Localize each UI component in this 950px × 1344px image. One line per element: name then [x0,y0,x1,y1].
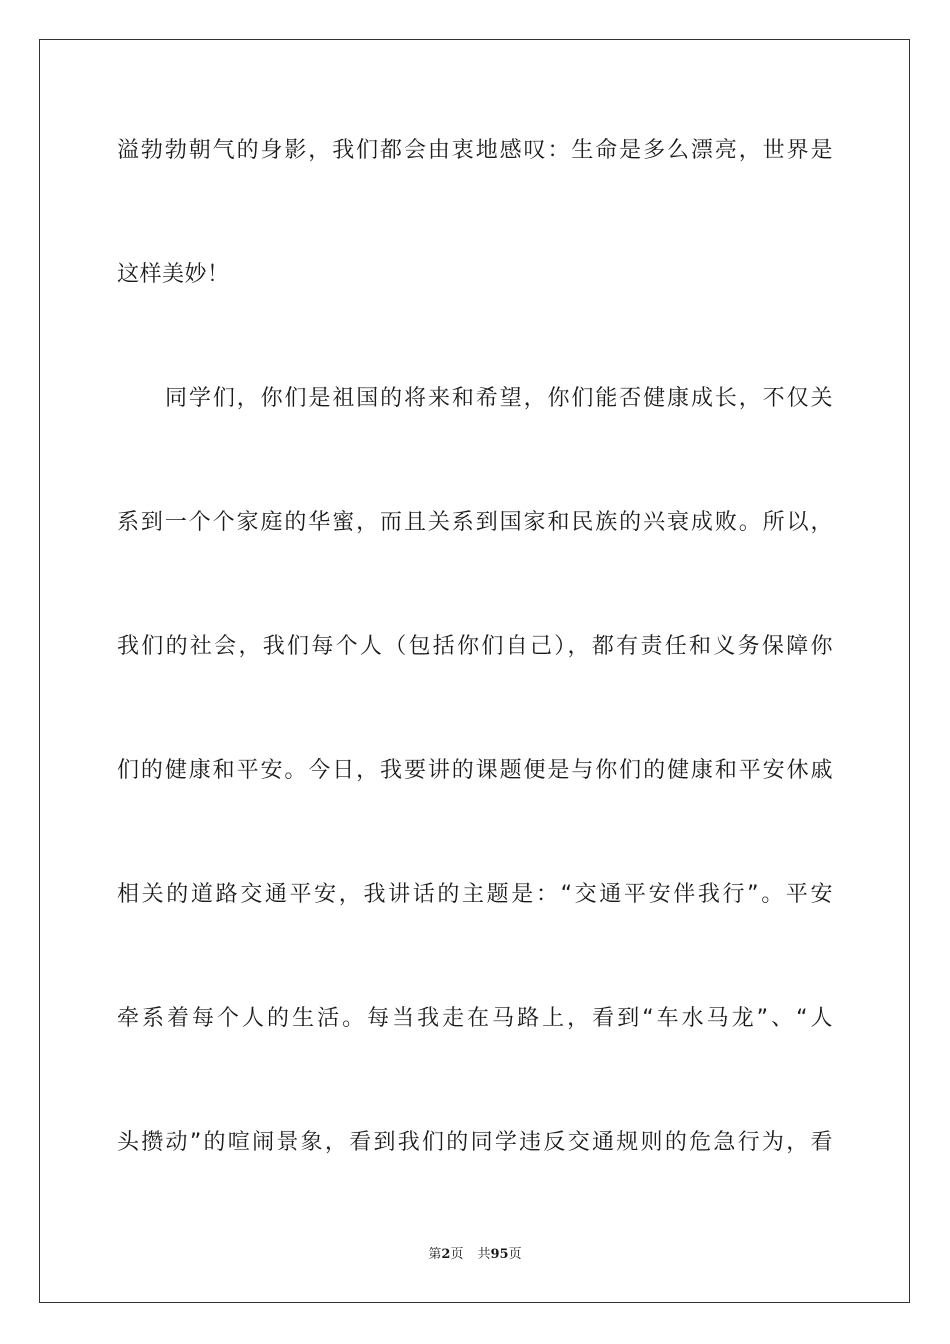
page-number: 2 [441,1247,451,1262]
page-footer [0,1246,950,1264]
page-suffix: 页 [450,1247,464,1262]
text-line-7: 相关的道路交通平安，我讲话的主题是：“交通平安伴我行”。平安 [117,882,833,907]
text-line-2: 这样美妙！ [117,262,230,287]
total-pages: 95 [490,1247,509,1262]
text-line-9: 头攒动”的喧闹景象，看到我们的同学违反交通规则的危急行为，看 [117,1130,833,1155]
total-prefix: 共 [477,1247,491,1262]
page-prefix: 第 [428,1247,442,1262]
page-border [39,39,910,1303]
text-line-6: 们的健康和平安。今日，我要讲的课题便是与你们的健康和平安休戚 [117,758,833,783]
text-line-8: 牵系着每个人的生活。每当我走在马路上，看到“车水马龙”、“人 [117,1006,833,1031]
text-line-4: 系到一个个家庭的华蜜，而且关系到国家和民族的兴衰成败。所以， [117,510,833,535]
text-line-1: 溢勃勃朝气的身影，我们都会由衷地感叹：生命是多么漂亮，世界是 [117,138,833,163]
text-line-3-paragraph-start: 同学们，你们是祖国的将来和希望，你们能否健康成长，不仅关 [165,386,833,411]
text-line-5: 我们的社会，我们每个人（包括你们自己），都有责任和义务保障你 [117,634,833,659]
total-suffix: 页 [508,1247,522,1262]
